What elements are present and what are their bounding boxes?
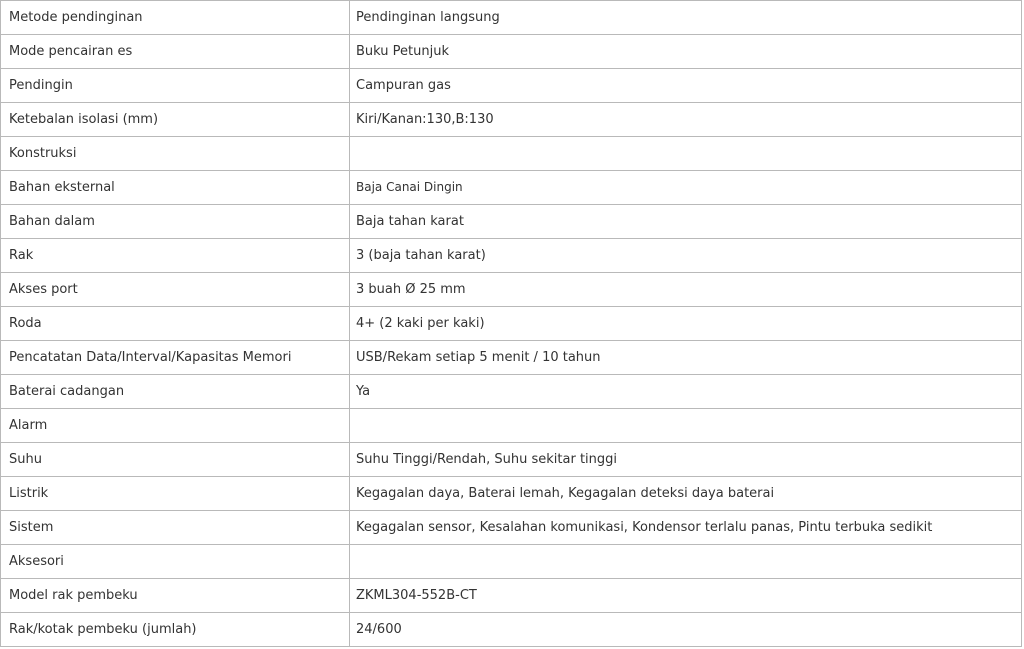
row-value: ZKML304-552B-CT	[350, 579, 1022, 613]
row-label: Konstruksi	[1, 137, 350, 171]
table-row	[1, 171, 1022, 205]
row-label: Alarm	[1, 409, 350, 443]
table-row	[1, 35, 1022, 69]
row-label: Suhu	[1, 443, 350, 477]
row-value: Ya	[350, 375, 1022, 409]
table-row	[1, 545, 1022, 579]
row-label: Ketebalan isolasi (mm)	[1, 103, 350, 137]
table-row	[1, 579, 1022, 613]
table-row	[1, 409, 1022, 443]
table-row	[1, 103, 1022, 137]
row-value: Suhu Tinggi/Rendah, Suhu sekitar tinggi	[350, 443, 1022, 477]
row-value: Baja Canai Dingin	[350, 171, 1022, 205]
row-value: 4+ (2 kaki per kaki)	[350, 307, 1022, 341]
table-row	[1, 273, 1022, 307]
row-value: Kegagalan daya, Baterai lemah, Kegagalan deteksi daya baterai	[350, 477, 1022, 511]
table-row	[1, 613, 1022, 647]
row-value: Buku Petunjuk	[350, 35, 1022, 69]
row-label: Baterai cadangan	[1, 375, 350, 409]
row-value: Kiri/Kanan:130,B:130	[350, 103, 1022, 137]
row-label: Metode pendinginan	[1, 1, 350, 35]
table-row	[1, 239, 1022, 273]
table-row	[1, 137, 1022, 171]
row-label: Model rak pembeku	[1, 579, 350, 613]
table-row	[1, 69, 1022, 103]
table-row	[1, 341, 1022, 375]
table-row	[1, 511, 1022, 545]
row-label: Mode pencairan es	[1, 35, 350, 69]
table-row	[1, 1, 1022, 35]
row-label: Roda	[1, 307, 350, 341]
row-value: Campuran gas	[350, 69, 1022, 103]
row-label: Rak	[1, 239, 350, 273]
row-label: Pencatatan Data/Interval/Kapasitas Memori	[1, 341, 350, 375]
row-value	[350, 137, 1022, 171]
row-label: Bahan dalam	[1, 205, 350, 239]
row-value: 3 buah Ø 25 mm	[350, 273, 1022, 307]
row-value: Pendinginan langsung	[350, 1, 1022, 35]
row-value: 3 (baja tahan karat)	[350, 239, 1022, 273]
row-label: Akses port	[1, 273, 350, 307]
table-row	[1, 375, 1022, 409]
spec-table-body	[1, 1, 1022, 647]
row-label: Listrik	[1, 477, 350, 511]
row-value: Kegagalan sensor, Kesalahan komunikasi, Kondensor terlalu panas, Pintu terbuka sedikit	[350, 511, 1022, 545]
row-value	[350, 409, 1022, 443]
row-label: Bahan eksternal	[1, 171, 350, 205]
row-label: Sistem	[1, 511, 350, 545]
row-value	[350, 545, 1022, 579]
row-label: Aksesori	[1, 545, 350, 579]
table-row	[1, 443, 1022, 477]
row-value: 24/600	[350, 613, 1022, 647]
table-row	[1, 205, 1022, 239]
row-value: Baja tahan karat	[350, 205, 1022, 239]
row-value: USB/Rekam setiap 5 menit / 10 tahun	[350, 341, 1022, 375]
row-label: Pendingin	[1, 69, 350, 103]
table-row	[1, 307, 1022, 341]
row-label: Rak/kotak pembeku (jumlah)	[1, 613, 350, 647]
table-row	[1, 477, 1022, 511]
